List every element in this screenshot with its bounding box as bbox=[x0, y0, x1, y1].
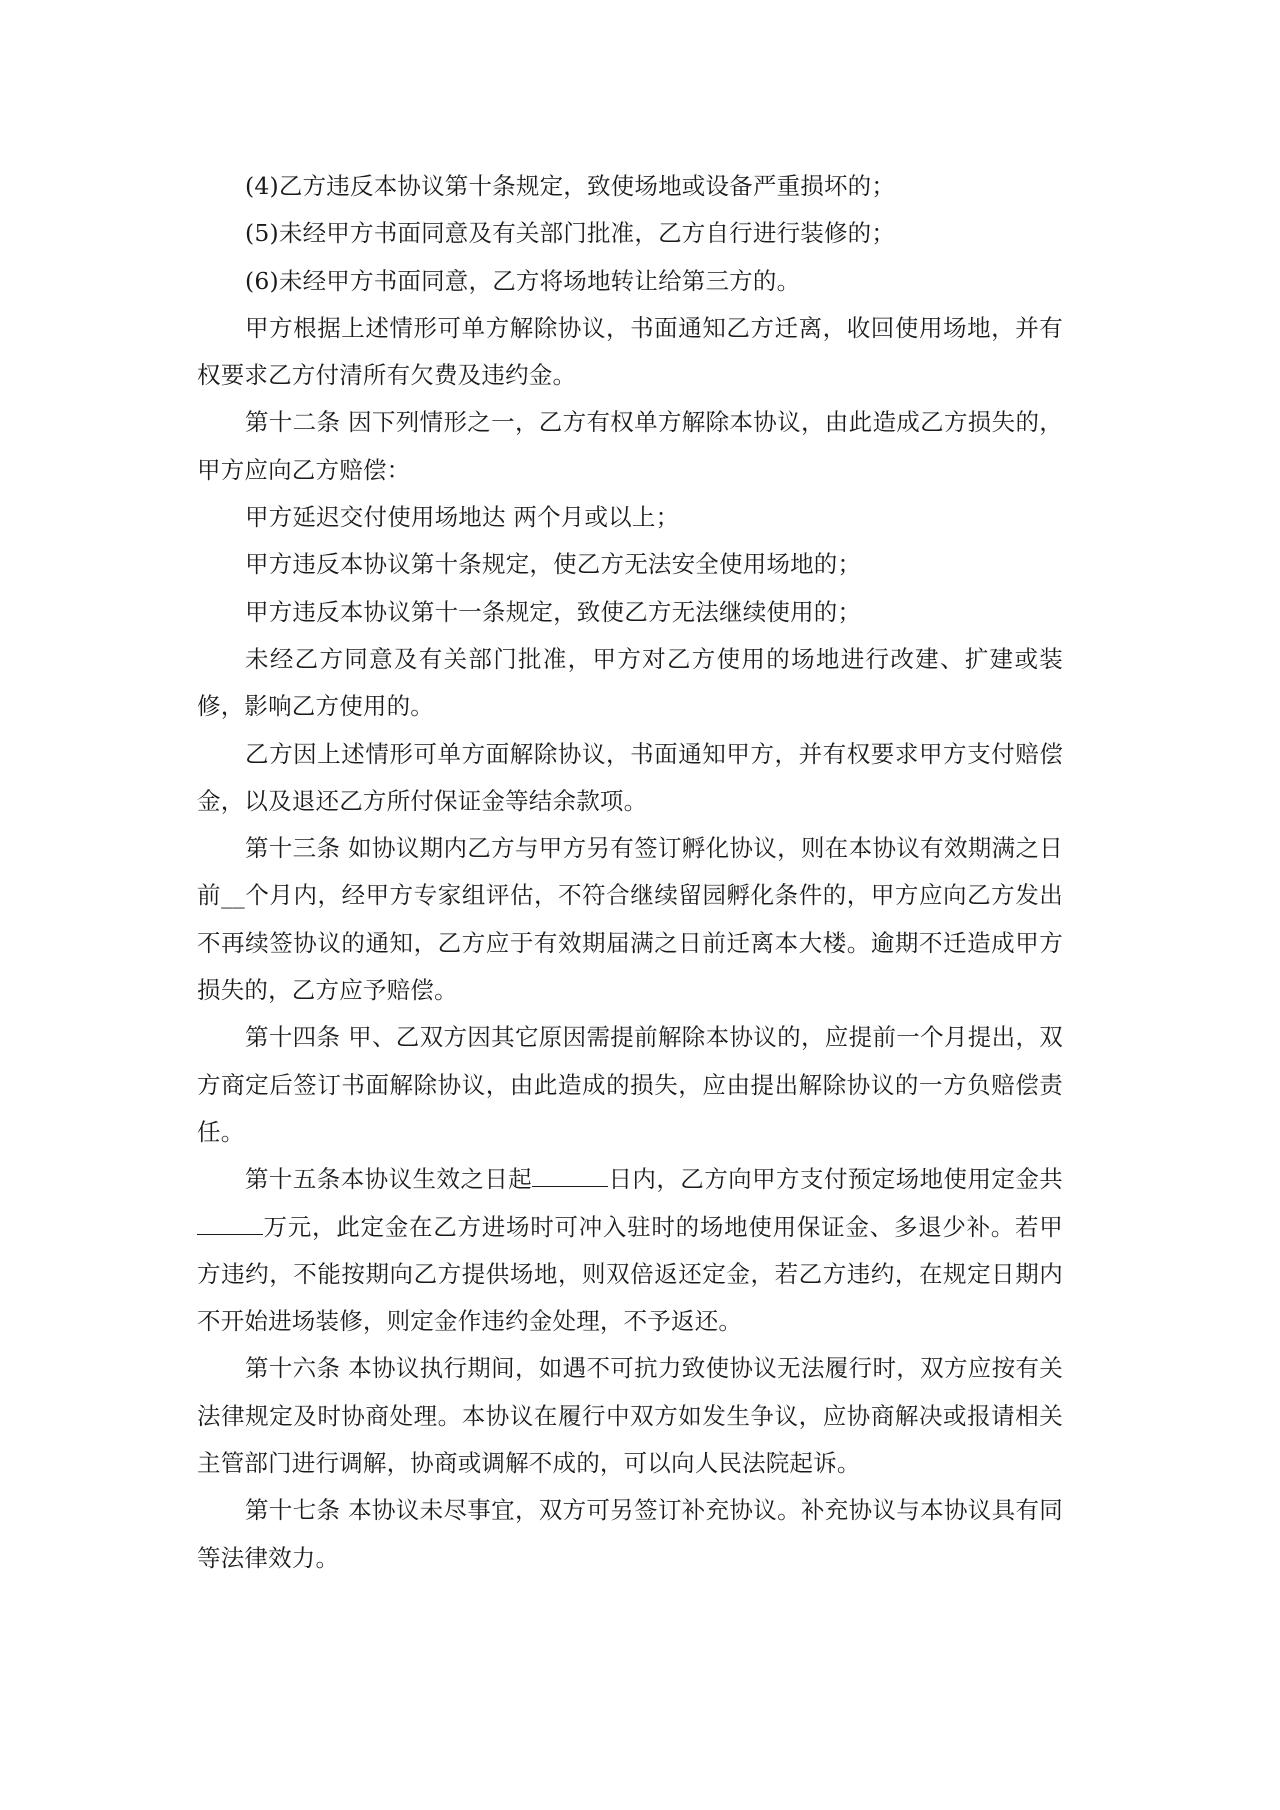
article-16: 第十六条 本协议执行期间，如遇不可抗力致使协议无法履行时，双方应按有关法律规定及时协商处理。本协议在履行中双方如发生争议，应协商解决或报请相关主管部门进行调解，协商或调解不成的，可以向人民法院起诉。 bbox=[197, 1354, 1063, 1478]
article-13-text-before: 第十三条 如协议期内乙方与甲方另有签订孵化协议，则在本协议有效期满之日前 bbox=[197, 834, 1063, 910]
article-13-text-after: 个月内，经甲方专家组评估，不符合继续留园孵化条件的，甲方应向乙方发出不再续签协议的通知，乙方应于有效期届满之日前迁离本大楼。逾期不迁造成甲方损失的，乙方应予赔偿。 bbox=[197, 881, 1063, 1005]
article-15 bbox=[197, 1156, 1063, 1345]
article-12-item-1: 甲方延迟交付使用场地达 两个月或以上； bbox=[245, 503, 680, 532]
party-a-termination-rights: 甲方根据上述情形可单方解除协议，书面通知乙方迁离，收回使用场地，并有权要求乙方付清所有欠费及违约金。 bbox=[197, 313, 1063, 390]
document-page bbox=[197, 163, 1063, 1582]
article-13 bbox=[197, 825, 1063, 1014]
article-12-item-3: 甲方违反本协议第十一条规定，致使乙方无法继续使用的； bbox=[245, 597, 862, 626]
article-12: 第十二条 因下列情形之一，乙方有权单方解除本协议，由此造成乙方损失的，甲方应向乙方赔偿： bbox=[197, 408, 1063, 484]
article-12-item-2: 甲方违反本协议第十条规定，使乙方无法安全使用场地的； bbox=[245, 550, 862, 579]
article-13-months-blank: __ bbox=[221, 881, 245, 910]
clause-5: (5)未经甲方书面同意及有关部门批准，乙方自行进行装修的； bbox=[245, 219, 896, 248]
clause-6: (6)未经甲方书面同意，乙方将场地转让给第三方的。 bbox=[245, 266, 801, 295]
clause-4: (4)乙方违反本协议第十条规定，致使场地或设备严重损坏的； bbox=[245, 172, 896, 200]
days-blank-field bbox=[532, 1162, 608, 1188]
article-15-text-2: 日内，乙方向甲方支付预定场地使用定金共 bbox=[608, 1165, 1063, 1194]
amount-blank-field bbox=[197, 1209, 263, 1235]
article-12-item-4: 未经乙方同意及有关部门批准，甲方对乙方使用的场地进行改建、扩建或装修，影响乙方使用的。 bbox=[197, 644, 1063, 721]
article-15-text-3: 万元，此定金在乙方进场时可冲入驻时的场地使用保证金、多退少补。若甲方违约，不能按期向乙方提供场地，则双倍返还定金，若乙方违约，在规定日期内不开始进场装修，则定金作违约金处理，不予返还。 bbox=[197, 1212, 1063, 1336]
article-14: 第十四条 甲、乙双方因其它原因需提前解除本协议的，应提前一个月提出，双方商定后签订书面解除协议，由此造成的损失，应由提出解除协议的一方负赔偿责任。 bbox=[197, 1023, 1063, 1146]
party-b-termination-rights: 乙方因上述情形可单方面解除协议，书面通知甲方，并有权要求甲方支付赔偿金，以及退还乙方所付保证金等结余款项。 bbox=[197, 739, 1063, 815]
article-15-text-1: 第十五条本协议生效之日起 bbox=[245, 1165, 533, 1194]
article-17: 第十七条 本协议未尽事宜，双方可另签订补充协议。补充协议与本协议具有同等法律效力。 bbox=[197, 1496, 1063, 1572]
